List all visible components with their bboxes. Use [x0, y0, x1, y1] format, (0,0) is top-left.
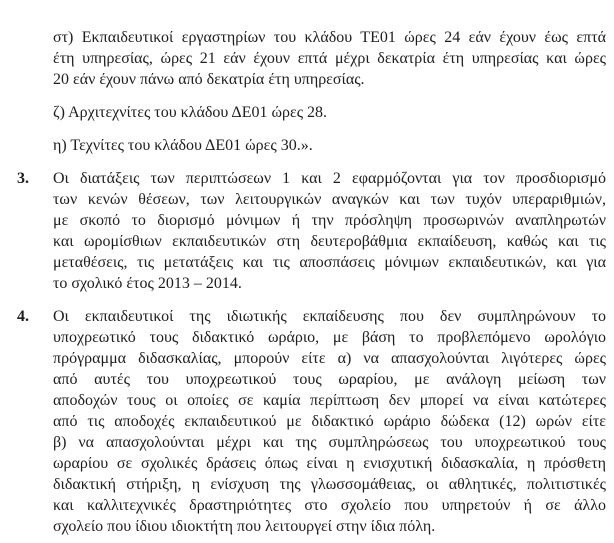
text-line: από τις αποδοχές εκπαιδευτικού με διδακτικό ωράριο δώδεκα (12) ωρών είτε — [53, 413, 606, 430]
text-line: πρόγραμμα διδασκαλίας, μπορούν είτε α) να απασχολούνται λιγότερες ώρες — [53, 350, 606, 367]
paragraph-number — [17, 135, 53, 156]
paragraph-z — [17, 102, 606, 123]
text-line: Οι εκπαιδευτικοί της ιδιωτικής εκπαίδευσης που δεν συμπληρώνουν το — [53, 308, 606, 325]
paragraph-number: 3. — [17, 170, 29, 187]
paragraph-body — [53, 306, 606, 537]
paragraph-4 — [17, 306, 606, 537]
text-line: μεταθέσεις, τις μετατάξεις και τις αποσπάσεις μόνιμων εκπαιδευτικών, και για — [53, 254, 606, 271]
text-line: ζ) Αρχιτεχνίτες του κλάδου ΔΕ01 ώρες 28. — [53, 104, 328, 121]
text-line: Οι διατάξεις των περιπτώσεων 1 και 2 εφαρμόζονται για τον προσδιορισμό — [53, 170, 606, 187]
text-line: ωραρίου σε σχολικές δράσεις όπως είναι η ενισχυτική διδασκαλία, η πρόσθετη — [53, 455, 606, 472]
text-line: 20 εάν έχουν πάνω από δεκατρία έτη υπηρεσίας. — [53, 71, 365, 88]
text-line: έτη υπηρεσίας, ώρες 21 εάν έχουν επτά μέχρι δεκατρία έτη υπηρεσίας και ώρες — [53, 50, 606, 67]
paragraph-body — [53, 102, 606, 123]
paragraph-body — [53, 135, 606, 156]
text-line: αποδοχών τους οι οποίες σε καμία περίπτωση δεν μπορεί να είναι κατώτερες — [53, 392, 606, 409]
text-line: από αυτές του υποχρεωτικού τους ωραρίου, με ανάλογη μείωση των — [53, 371, 606, 388]
paragraph-3 — [17, 168, 606, 294]
paragraph-h — [17, 135, 606, 156]
text-line: διδακτική στήριξη, η ενίσχυση της γλωσσομάθειας, οι αθλητικές, πολιτιστικές — [53, 476, 606, 493]
text-line: η) Τεχνίτες του κλάδου ΔΕ01 ώρες 30.». — [53, 137, 313, 154]
text-line: με σκοπό το διορισμό μόνιμων ή την πρόσληψη προσωρινών αναπληρωτών — [53, 212, 606, 229]
paragraph-number — [17, 27, 53, 90]
text-line: υποχρεωτικό τους διδακτικό ωράριο, με βάση το προβλεπόμενο ωρολόγιο — [53, 329, 606, 346]
paragraph-body — [53, 27, 606, 90]
paragraph-number: 4. — [17, 308, 29, 325]
paragraph-body — [53, 168, 606, 294]
text-line: σχολείο που ίδιου ιδιοκτήτη που λειτουργεί στην ίδια πόλη. — [53, 518, 436, 535]
text-line: β) να απασχολούνται μέχρι και της συμπληρώσεως του υποχρεωτικού τους — [53, 434, 606, 451]
text-line: στ) Εκπαιδευτικοί εργαστηρίων του κλάδου ΤΕ01 ώρες 24 εάν έχουν έως επτά — [53, 29, 606, 46]
paragraph-number — [17, 102, 53, 123]
text-line: και καλλιτεχνικές δραστηριότητες στο σχολείο που υπηρετούν ή σε άλλο — [53, 497, 606, 514]
text-line: το σχολικό έτος 2013 – 2014. — [53, 275, 242, 292]
text-line: και ωρομίσθιων εκπαιδευτικών στη δευτεροβάθμια εκπαίδευση, καθώς και τις — [53, 233, 606, 250]
paragraph-st — [17, 27, 606, 90]
text-line: των κενών θέσεων, των λειτουργικών αναγκών και των τυχόν υπεραριθμιών, — [53, 191, 606, 208]
